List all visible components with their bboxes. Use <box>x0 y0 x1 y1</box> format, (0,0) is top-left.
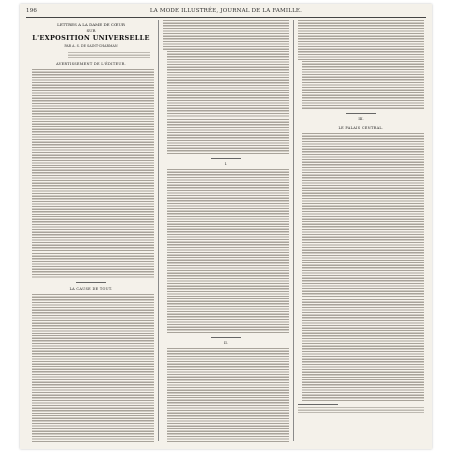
paragraph <box>167 397 289 427</box>
running-title: LA MODE ILLUSTRÉE, JOURNAL DE LA FAMILLE. <box>149 8 303 14</box>
paragraph <box>163 20 289 50</box>
section-divider <box>76 282 106 283</box>
paragraph <box>167 51 289 91</box>
paragraph <box>32 253 154 279</box>
newspaper-page <box>20 4 432 449</box>
paragraph <box>32 415 154 444</box>
section-divider <box>346 113 376 114</box>
section-divider <box>211 337 241 338</box>
paragraph <box>298 20 424 60</box>
section-heading: LE PALAIS CENTRAL. <box>338 126 384 130</box>
paragraph <box>167 257 289 297</box>
paragraph <box>302 299 424 329</box>
paragraph <box>32 167 154 215</box>
section-heading: LA CAUSE DE TOUT. <box>69 286 113 291</box>
paragraph <box>32 69 154 125</box>
paragraph <box>167 92 289 118</box>
title-main: L'EXPOSITION UNIVERSELLE <box>32 34 150 42</box>
paragraph <box>302 330 424 378</box>
paragraph <box>32 216 154 252</box>
running-head <box>26 8 426 16</box>
paragraph <box>167 169 289 225</box>
epigraph <box>68 52 150 58</box>
epigraph-text <box>68 52 150 58</box>
paragraph <box>302 221 424 261</box>
page-number: 196 <box>26 8 38 14</box>
byline: PAR A. S. DE SAINT-CHARMAN <box>64 44 118 48</box>
paragraph <box>302 379 424 401</box>
paragraph <box>302 61 424 91</box>
section-heading: AVERTISSEMENT DE L'ÉDITEUR. <box>56 61 126 66</box>
paragraph <box>167 348 289 396</box>
header-rule <box>26 17 426 18</box>
section-numeral: I. <box>224 162 228 166</box>
section-numeral: III. <box>358 117 364 121</box>
footnote <box>298 407 424 413</box>
paragraph <box>302 92 424 110</box>
column-rule <box>158 20 159 441</box>
title-line-1: LETTRES A LA DAME DE CŒUR <box>57 22 125 27</box>
paragraph <box>32 294 154 334</box>
section-numeral: II. <box>224 341 228 345</box>
column-1 <box>28 20 154 443</box>
paragraph <box>302 133 424 189</box>
paragraph <box>167 226 289 256</box>
paragraph <box>32 126 154 166</box>
column-rule <box>293 20 294 441</box>
footnote-rule <box>298 404 338 405</box>
article-title <box>28 22 154 43</box>
paragraph <box>167 119 289 155</box>
paragraph <box>167 428 289 443</box>
column-3 <box>298 20 424 443</box>
paragraph <box>167 298 289 334</box>
paragraph <box>302 190 424 220</box>
column-2 <box>163 20 289 443</box>
paragraph <box>32 335 154 365</box>
section-divider <box>211 158 241 159</box>
title-line-2: SUR <box>86 28 96 33</box>
paragraph <box>302 262 424 298</box>
paragraph <box>32 366 154 414</box>
